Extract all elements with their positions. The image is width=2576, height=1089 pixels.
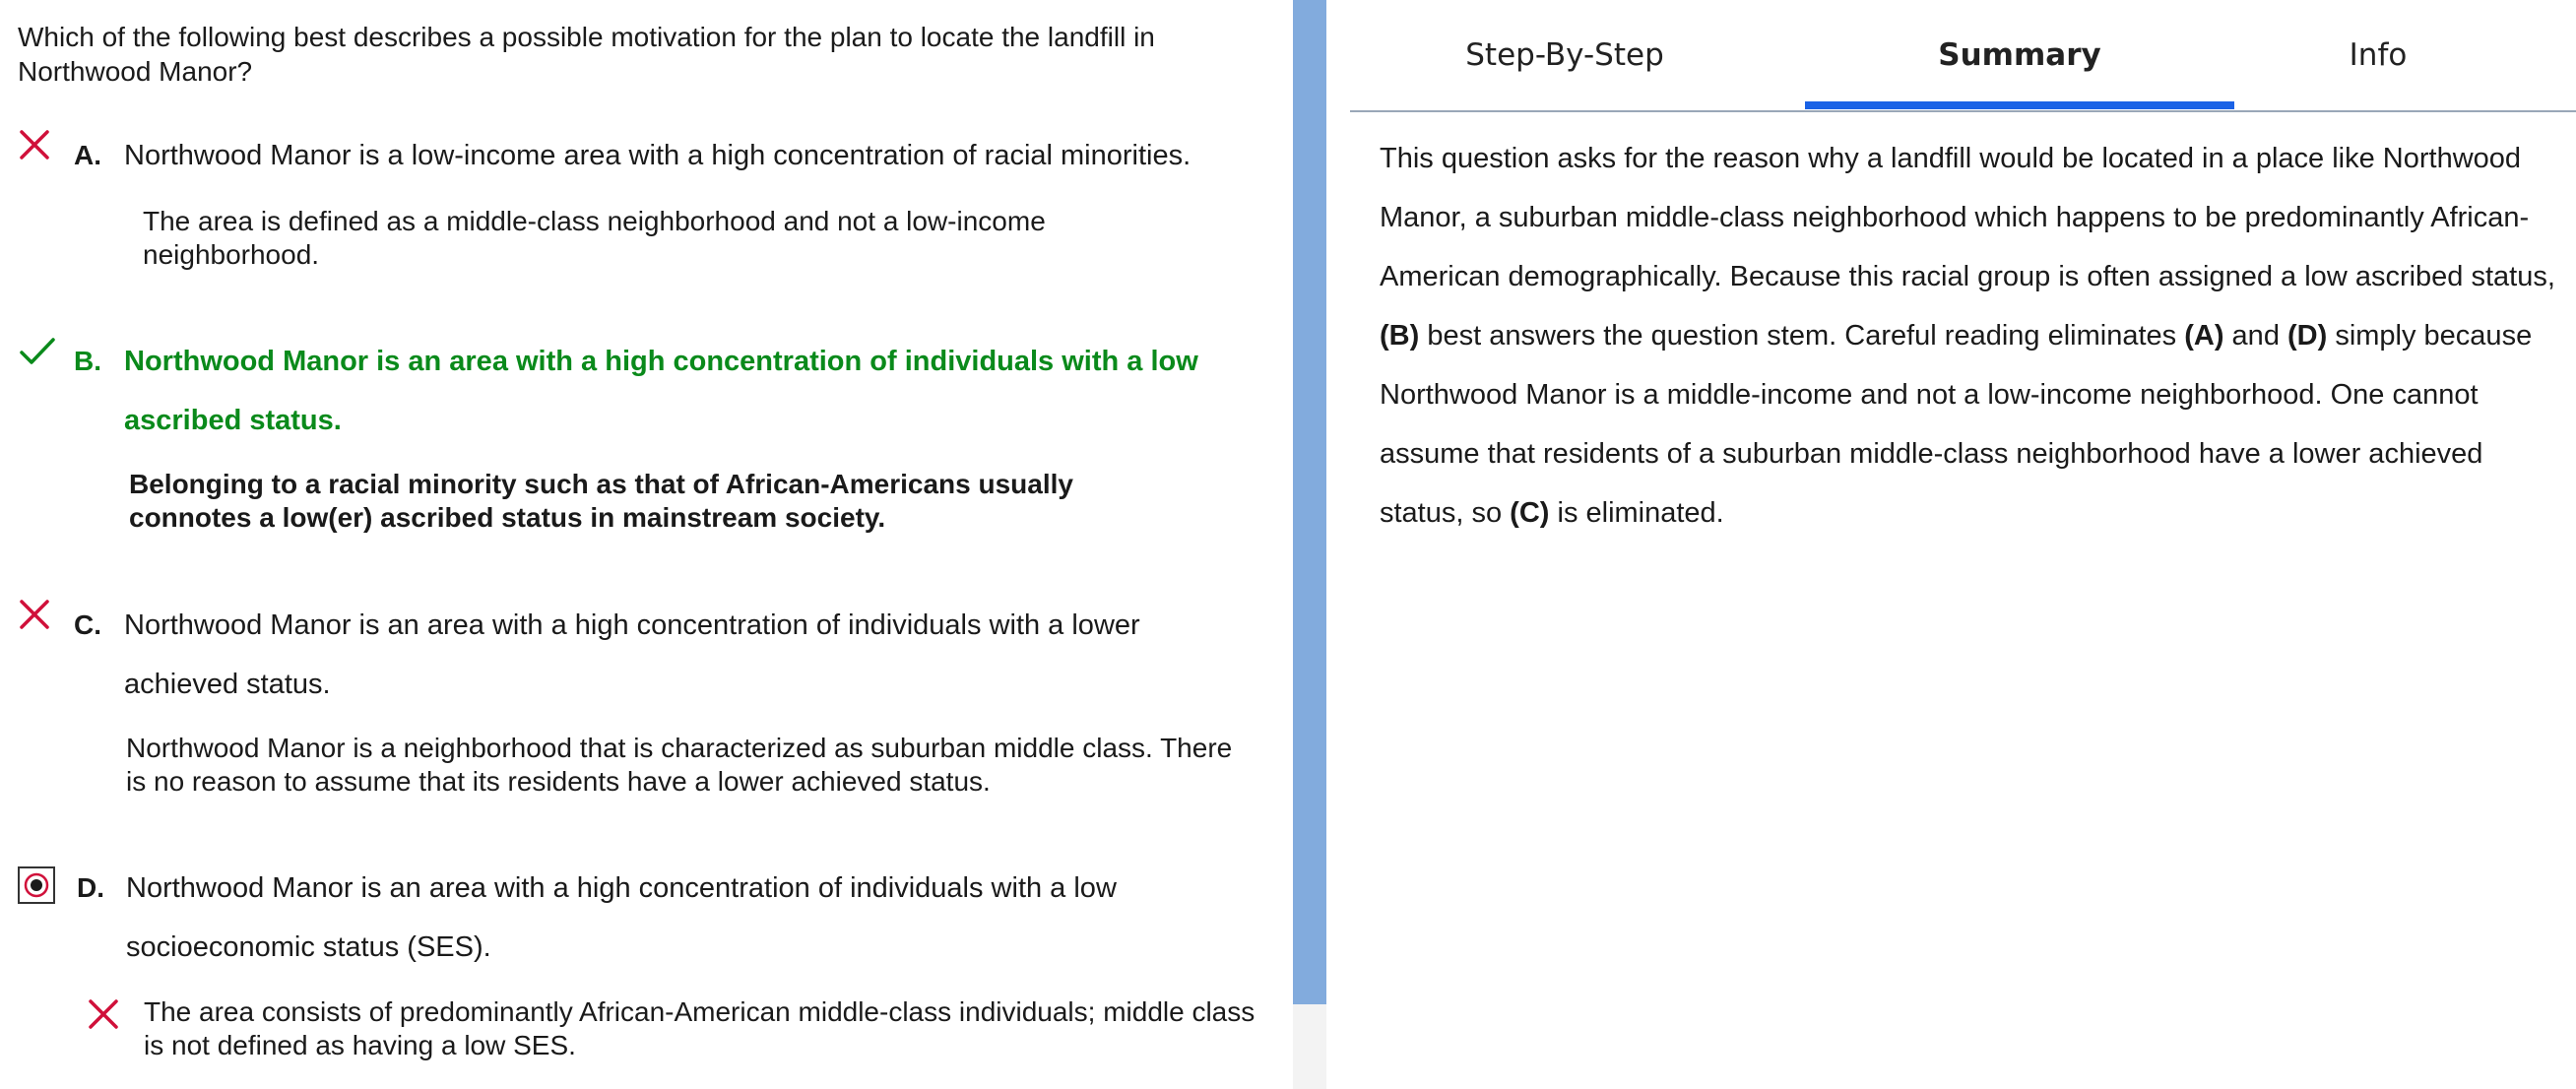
summary-answer-ref: (C): [1510, 497, 1550, 529]
incorrect-x-icon: [18, 598, 51, 631]
summary-answer-ref: (D): [2287, 320, 2328, 352]
choice-b-text[interactable]: Northwood Manor is an area with a high concentration of individuals with a low ascribed status.: [124, 346, 1198, 436]
tab-info[interactable]: Info: [2349, 37, 2408, 73]
summary-segment: This question asks for the reason why a landfill would be located in a place like Northwood Manor, a suburban middle-class neighborhood which happens to be predominantly African-American demographically. Because this racial group is often assigned a low ascribed status,: [1380, 143, 2555, 292]
correct-check-icon: [18, 335, 57, 368]
choice-c-text[interactable]: Northwood Manor is an area with a high concentration of individuals with a lower achieved status.: [124, 609, 1140, 700]
summary-segment: best answers the question stem. Careful reading eliminates: [1419, 320, 2185, 352]
incorrect-x-icon: [18, 128, 51, 161]
explanation-panel: [1326, 0, 2576, 1089]
choice-c-letter: C.: [74, 609, 101, 640]
summary-segment: and: [2223, 320, 2287, 352]
choice-b-letter: B.: [74, 346, 101, 376]
choice-a-explanation: The area is defined as a middle-class neighborhood and not a low-income neighborhood.: [143, 206, 1046, 270]
radio-selected-icon: [20, 868, 53, 902]
scrollbar-thumb[interactable]: [1293, 0, 1326, 1004]
question-text: Which of the following best describes a possible motivation for the plan to locate the landfill in Northwood Manor?: [18, 22, 1155, 87]
choice-a-letter: A.: [74, 140, 101, 170]
summary-segment: is eliminated.: [1549, 497, 1724, 529]
selected-radio[interactable]: [18, 866, 55, 904]
summary-answer-ref: (A): [2184, 320, 2224, 352]
tab-summary[interactable]: Summary: [1938, 37, 2101, 73]
summary-text: [1380, 129, 2571, 543]
summary-answer-ref: (B): [1380, 320, 1420, 352]
summary-segment: simply because Northwood Manor is a middle-income and not a low-income neighborhood. One cannot assume that residents of a suburban middle-class neighborhood have a lower achieved status, so: [1380, 320, 2533, 529]
choice-c-explanation: Northwood Manor is a neighborhood that is characterized as suburban middle class. There is no reason to assume that its residents have a lower achieved status.: [126, 733, 1233, 797]
active-tab-indicator: [1805, 101, 2234, 109]
choice-b-explanation: Belonging to a racial minority such as that of African-Americans usually connotes a low(er) ascribed status in mainstream society.: [129, 469, 1073, 533]
choice-a-text[interactable]: Northwood Manor is a low-income area with a high concentration of racial minorities.: [124, 140, 1191, 171]
tab-step-by-step[interactable]: Step-By-Step: [1465, 37, 1664, 73]
panel-scrollbar[interactable]: [1293, 0, 1326, 1089]
tab-bar: [1350, 0, 2576, 112]
choice-d-letter: D.: [77, 872, 104, 903]
incorrect-x-icon: [87, 997, 120, 1031]
choice-d-text[interactable]: Northwood Manor is an area with a high concentration of individuals with a low socioeconomic status (SES).: [126, 872, 1117, 963]
choice-d-explanation: The area consists of predominantly African-American middle-class individuals; middle class is not defined as having a low SES.: [144, 996, 1256, 1060]
